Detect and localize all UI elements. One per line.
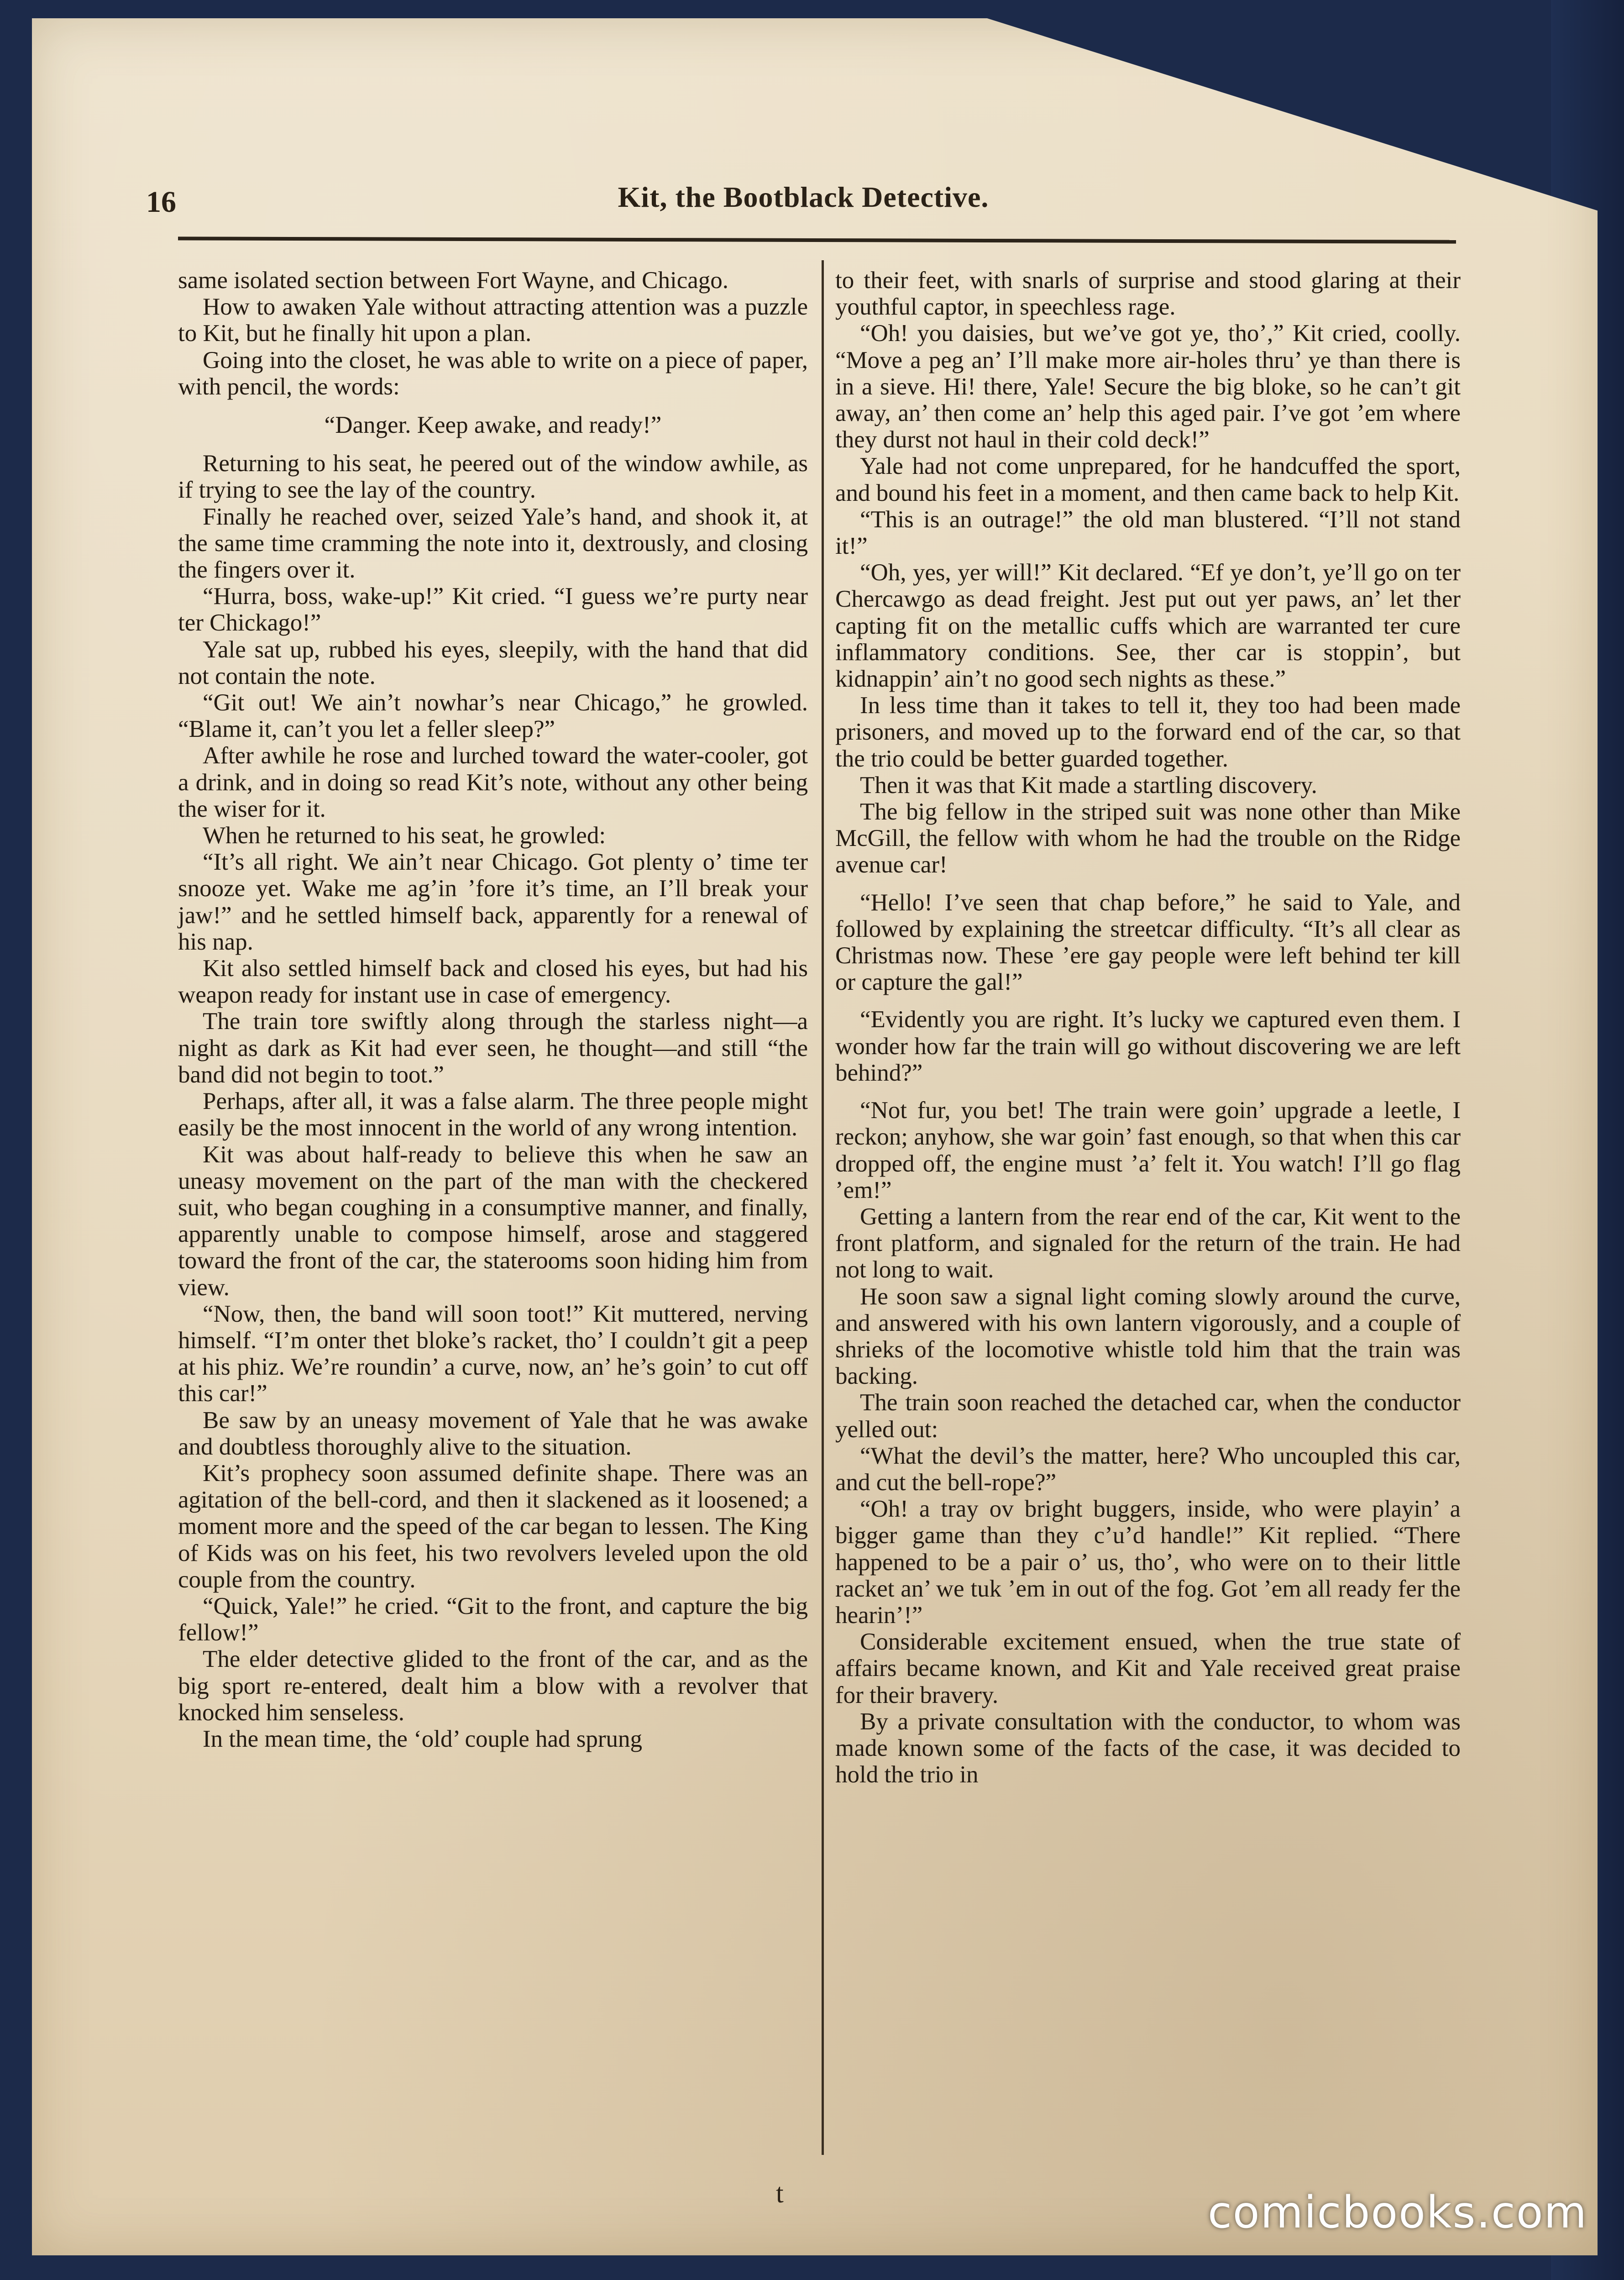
paragraph: By a private consultation with the conductor, to whom was made known some of the facts of the case, it was decided to hold the trio in — [835, 1708, 1461, 1788]
paragraph: “What the devil’s the matter, here? Who uncoupled this car, and cut the bell-rope?” — [835, 1442, 1461, 1496]
paragraph: to their feet, with snarls of surprise and stood glaring at their youthful captor, in speechless rage. — [835, 267, 1461, 320]
paragraph: Yale had not come unprepared, for he handcuffed the sport, and bound his feet in a moment, and then came back to help Kit. — [835, 453, 1461, 506]
paragraph: The big fellow in the striped suit was none other than Mike McGill, the fellow with whom he had the trouble on the Ridge avenue car! — [835, 799, 1461, 878]
right-column — [835, 267, 1461, 1788]
paragraph: Returning to his seat, he peered out of the window awhile, as if trying to see the lay of the country. — [178, 450, 808, 504]
paragraph: Considerable excitement ensued, when the true state of affairs became known, and Kit and Yale received great praise for their bravery. — [835, 1629, 1461, 1708]
paragraph: Kit also settled himself back and closed his eyes, but had his weapon ready for instant use in case of emergency. — [178, 955, 808, 1009]
watermark: comicbooks.com — [1207, 2187, 1587, 2238]
paragraph: “Git out! We ain’t nowhar’s near Chicago,” he growled. “Blame it, can’t you let a feller sleep?” — [178, 689, 808, 743]
paragraph: “Evidently you are right. It’s lucky we captured even them. I wonder how far the train will go without discovering we are left behind?” — [835, 1006, 1461, 1086]
paragraph: “Hurra, boss, wake-up!” Kit cried. “I guess we’re purty near ter Chickago!” — [178, 583, 808, 636]
paragraph: The train tore swiftly along through the starless night—a night as dark as Kit had ever seen, he thought—and still “the band did not begin to toot.” — [178, 1008, 808, 1088]
paragraph: Finally he reached over, seized Yale’s hand, and shook it, at the same time cramming the note into it, dextrously, and closing the fingers over it. — [178, 503, 808, 583]
paragraph: Kit was about half-ready to believe this when he saw an uneasy movement on the part of the man with the checkered suit, who began coughing in a consumptive manner, and finally, apparently unable to compose himself, arose and staggered toward the front of the car, the staterooms soon hiding him from view. — [178, 1141, 808, 1301]
paragraph: Getting a lantern from the rear end of the car, Kit went to the front platform, and signaled for the return of the train. He had not long to wait. — [835, 1203, 1461, 1283]
paragraph: How to awaken Yale without attracting attention was a puzzle to Kit, but he finally hit upon a plan. — [178, 294, 808, 347]
left-column — [178, 267, 808, 1752]
paragraph: The train soon reached the detached car, when the conductor yelled out: — [835, 1389, 1461, 1443]
paragraph: In the mean time, the ‘old’ couple had sprung — [203, 1725, 643, 1752]
note-quote: “Danger. Keep awake, and ready!” — [324, 412, 662, 439]
page-title: Kit, the Bootblack Detective. — [618, 181, 989, 213]
paragraph: “Oh, yes, yer will!” Kit declared. “Ef ye don’t, ye’ll go on ter Chercawgo as dead freight. Jest put out yer paws, an’ let ther capting fit on the metallic cuffs which are warranted ter cure inflammatory conditions. See, ther car is stoppin’, but kidnappin’ ain’t no good sech nights as these.” — [835, 559, 1461, 693]
paragraph: “Now, then, the band will soon toot!” Kit muttered, nerving himself. “I’m onter thet bloke’s racket, tho’ I couldn’t git a peep at his phiz. We’re roundin’ a curve, now, an’ he’s goin’ to cut off this car!” — [178, 1300, 808, 1407]
paragraph: same isolated section between Fort Wayne, and Chicago. — [178, 267, 729, 294]
paragraph: “It’s all right. We ain’t near Chicago. Got plenty o’ time ter snooze yet. Wake me ag’in ’fore it’s time, an I’ll break your jaw!” and he settled himself back, apparently for a renewal of his nap. — [178, 849, 808, 955]
page-header — [146, 180, 1461, 235]
paragraph: Perhaps, after all, it was a false alarm. The three people might easily be the most innocent in the world of any wrong intention. — [178, 1088, 808, 1141]
paragraph: “This is an outrage!” the old man blustered. “I’ll not stand it!” — [835, 506, 1461, 560]
paragraph: The elder detective glided to the front of the car, and as the big sport re-entered, dealt him a blow with a revolver that knocked him senseless. — [178, 1646, 808, 1726]
column-divider — [822, 260, 824, 2155]
paragraph: “Not fur, you bet! The train were goin’ upgrade a leetle, I reckon; anyhow, she war goin’ fast enough, so that when this car dropped off, the engine must ’a’ felt it. You watch! I’ll go flag ’em!” — [835, 1097, 1461, 1203]
paragraph: After awhile he rose and lurched toward the water-cooler, got a drink, and in doing so read Kit’s note, without any other being the wiser for it. — [178, 742, 808, 822]
paragraph: “Oh! a tray ov bright buggers, inside, who were playin’ a bigger game than they c’u’d handle!” Kit replied. “There happened to be a pair o’ us, tho’, who were on to their little racket an’ we tuk ’em in out of the fog. Got ’em all ready fer the hearin’!” — [835, 1496, 1461, 1629]
paragraph: In less time than it takes to tell it, they too had been made prisoners, and moved up to the forward end of the car, so that the trio could be better guarded together. — [835, 692, 1461, 772]
paragraph: Yale sat up, rubbed his eyes, sleepily, with the hand that did not contain the note. — [178, 636, 808, 689]
paragraph: “Hello! I’ve seen that chap before,” he said to Yale, and followed by explaining the streetcar difficulty. “It’s all clear as Christmas now. These ’ere gay people were left behind ter kill or capture the gal!” — [835, 889, 1461, 996]
paragraph: Then it was that Kit made a startling discovery. — [860, 772, 1317, 799]
paragraph: “Oh! you daisies, but we’ve got ye, tho’,” Kit cried, coolly. “Move a peg an’ I’ll make more air-holes thru’ ye than there is in a sieve. Hi! there, Yale! Secure the big bloke, so he can’t git away, an’ then come an’ help this aged pair. I’ve got ’em where they durst not haul in their cold deck!” — [835, 320, 1461, 453]
paragraph: “Quick, Yale!” he cried. “Git to the front, and capture the big fellow!” — [178, 1592, 808, 1646]
paragraph: Be saw by an uneasy movement of Yale that he was awake and doubtless thoroughly alive to the situation. — [178, 1407, 808, 1460]
page-number: 16 — [146, 185, 176, 219]
paragraph: He soon saw a signal light coming slowly around the curve, and answered with his own lantern vigorously, and a couple of shrieks of the locomotive whistle told him that the train was backing. — [835, 1283, 1461, 1390]
paragraph: Going into the closet, he was able to write on a piece of paper, with pencil, the words: — [178, 347, 808, 400]
paragraph: When he returned to his seat, he growled: — [203, 822, 606, 849]
footer-signature-mark: t — [776, 2178, 784, 2208]
paragraph: Kit’s prophecy soon assumed definite shape. There was an agitation of the bell-cord, and then it slackened as it loosened; a moment more and the speed of the car began to lessen. The King of Kids was on his feet, his two revolvers leveled upon the old couple from the country. — [178, 1460, 808, 1593]
